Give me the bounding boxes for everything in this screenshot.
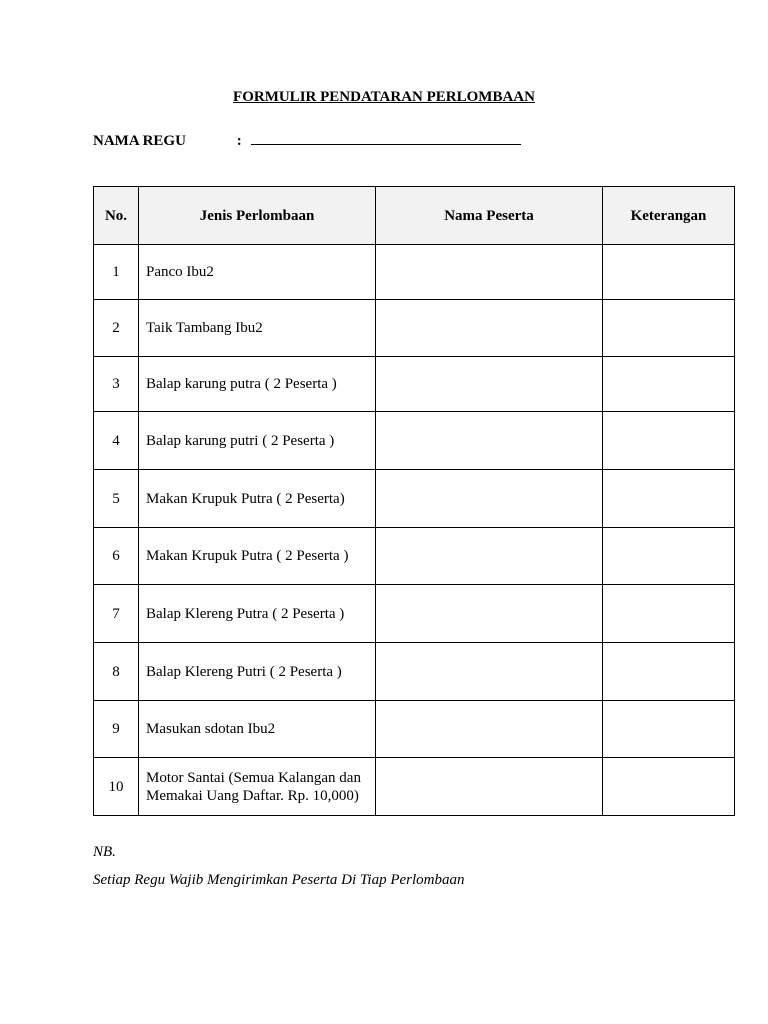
participant-name-cell[interactable] xyxy=(376,412,603,470)
table-row xyxy=(94,245,735,300)
team-name-row xyxy=(93,130,521,150)
form-title: FORMULIR PENDATARAN PERLOMBAAN xyxy=(233,89,535,105)
remarks-cell[interactable] xyxy=(603,470,735,528)
table-row xyxy=(94,528,735,585)
participant-name-cell[interactable] xyxy=(376,528,603,585)
row-number: 6 xyxy=(94,528,139,585)
registration-table xyxy=(93,186,735,816)
competition-type: Balap karung putri ( 2 Peserta ) xyxy=(139,412,376,470)
table-header-row xyxy=(94,187,735,245)
competition-type: Makan Krupuk Putra ( 2 Peserta) xyxy=(139,470,376,528)
table-row xyxy=(94,470,735,528)
competition-type: Balap Klereng Putri ( 2 Peserta ) xyxy=(139,643,376,701)
participant-name-cell[interactable] xyxy=(376,758,603,816)
header-remarks: Keterangan xyxy=(603,187,735,245)
remarks-cell[interactable] xyxy=(603,701,735,758)
competition-type: Masukan sdotan Ibu2 xyxy=(139,701,376,758)
row-number: 8 xyxy=(94,643,139,701)
table-row xyxy=(94,643,735,701)
remarks-cell[interactable] xyxy=(603,245,735,300)
table-row xyxy=(94,585,735,643)
table-row xyxy=(94,412,735,470)
row-number: 7 xyxy=(94,585,139,643)
table-row xyxy=(94,701,735,758)
remarks-cell[interactable] xyxy=(603,357,735,412)
competition-type: Balap karung putra ( 2 Peserta ) xyxy=(139,357,376,412)
remarks-cell[interactable] xyxy=(603,758,735,816)
row-number: 4 xyxy=(94,412,139,470)
team-name-label: NAMA REGU xyxy=(93,133,186,149)
table-row xyxy=(94,758,735,816)
row-number: 10 xyxy=(94,758,139,816)
table-row xyxy=(94,357,735,412)
header-participant-name: Nama Peserta xyxy=(376,187,603,245)
row-number: 1 xyxy=(94,245,139,300)
row-number: 2 xyxy=(94,300,139,357)
team-name-field[interactable] xyxy=(251,130,521,145)
remarks-cell[interactable] xyxy=(603,585,735,643)
participant-name-cell[interactable] xyxy=(376,643,603,701)
competition-type: Panco Ibu2 xyxy=(139,245,376,300)
nb-label: NB. xyxy=(93,844,116,860)
competition-type: Makan Krupuk Putra ( 2 Peserta ) xyxy=(139,528,376,585)
row-number: 5 xyxy=(94,470,139,528)
participant-name-cell[interactable] xyxy=(376,701,603,758)
remarks-cell[interactable] xyxy=(603,300,735,357)
header-no: No. xyxy=(94,187,139,245)
note-text: Setiap Regu Wajib Mengirimkan Peserta Di Tiap Perlombaan xyxy=(93,872,465,888)
competition-type: Motor Santai (Semua Kalangan dan Memakai Uang Daftar. Rp. 10,000) xyxy=(139,758,376,816)
row-number: 9 xyxy=(94,701,139,758)
participant-name-cell[interactable] xyxy=(376,585,603,643)
participant-name-cell[interactable] xyxy=(376,300,603,357)
participant-name-cell[interactable] xyxy=(376,470,603,528)
team-name-colon: : xyxy=(236,133,242,149)
header-competition-type: Jenis Perlombaan xyxy=(139,187,376,245)
remarks-cell[interactable] xyxy=(603,528,735,585)
row-number: 3 xyxy=(94,357,139,412)
remarks-cell[interactable] xyxy=(603,643,735,701)
competition-type: Taik Tambang Ibu2 xyxy=(139,300,376,357)
participant-name-cell[interactable] xyxy=(376,245,603,300)
competition-type: Balap Klereng Putra ( 2 Peserta ) xyxy=(139,585,376,643)
participant-name-cell[interactable] xyxy=(376,357,603,412)
remarks-cell[interactable] xyxy=(603,412,735,470)
table-row xyxy=(94,300,735,357)
